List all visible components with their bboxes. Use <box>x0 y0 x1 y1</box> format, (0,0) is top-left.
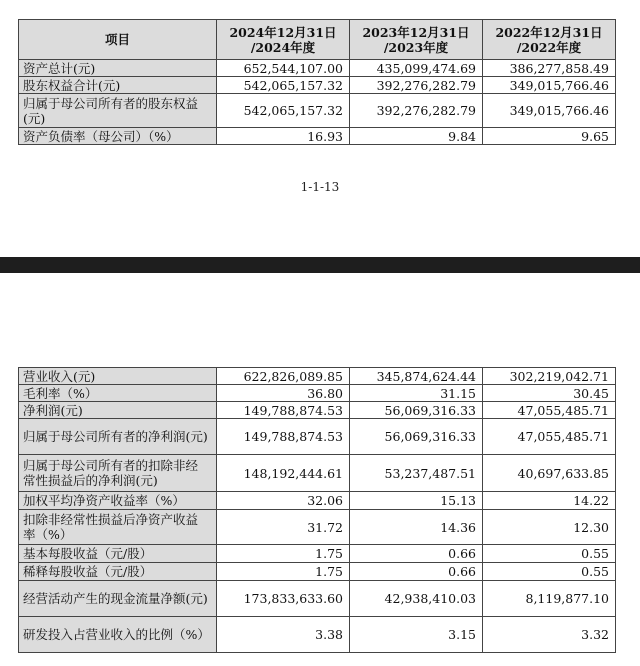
row-label: 稀释每股收益（元/股） <box>19 563 217 581</box>
cell-2023: 392,276,282.79 <box>350 77 483 94</box>
cell-2024: 16.93 <box>217 128 350 145</box>
cell-2024: 31.72 <box>217 510 350 545</box>
row-label: 资产总计(元) <box>19 60 217 77</box>
cell-2023: 42,938,410.03 <box>350 581 483 617</box>
cell-2024: 542,065,157.32 <box>217 94 350 128</box>
table-row <box>19 368 616 385</box>
page-divider <box>0 257 640 273</box>
row-label: 加权平均净资产收益率（%） <box>19 492 217 510</box>
cell-2024: 32.06 <box>217 492 350 510</box>
cell-2023: 15.13 <box>350 492 483 510</box>
header-year-2024: 2024年12月31日 /2024年度 <box>217 20 350 60</box>
cell-2023: 3.15 <box>350 617 483 653</box>
cell-2022: 14.22 <box>483 492 616 510</box>
cell-2023: 56,069,316.33 <box>350 402 483 419</box>
cell-2023: 14.36 <box>350 510 483 545</box>
row-label: 经营活动产生的现金流量净额(元) <box>19 581 217 617</box>
table-row <box>19 94 616 128</box>
cell-2023: 53,237,487.51 <box>350 455 483 492</box>
row-label: 扣除非经常性损益后净资产收益率（%） <box>19 510 217 545</box>
cell-2024: 622,826,089.85 <box>217 368 350 385</box>
table-row <box>19 545 616 563</box>
cell-2022: 12.30 <box>483 510 616 545</box>
cell-2023: 31.15 <box>350 385 483 402</box>
table-row <box>19 510 616 545</box>
cell-2023: 392,276,282.79 <box>350 94 483 128</box>
cell-2022: 349,015,766.46 <box>483 94 616 128</box>
cell-2022: 47,055,485.71 <box>483 419 616 455</box>
cell-2022: 349,015,766.46 <box>483 77 616 94</box>
row-label: 归属于母公司所有者的扣除非经常性损益后的净利润(元) <box>19 455 217 492</box>
row-label: 毛利率（%） <box>19 385 217 402</box>
cell-2022: 386,277,858.49 <box>483 60 616 77</box>
row-label: 股东权益合计(元) <box>19 77 217 94</box>
row-label: 归属于母公司所有者的净利润(元) <box>19 419 217 455</box>
row-label: 基本每股收益（元/股） <box>19 545 217 563</box>
row-label: 资产负债率（母公司）（%） <box>19 128 217 145</box>
cell-2024: 149,788,874.53 <box>217 419 350 455</box>
cell-2024: 652,544,107.00 <box>217 60 350 77</box>
cell-2022: 40,697,633.85 <box>483 455 616 492</box>
header-item: 项目 <box>19 20 217 60</box>
table-row <box>19 563 616 581</box>
cell-2024: 1.75 <box>217 563 350 581</box>
cell-2023: 0.66 <box>350 545 483 563</box>
table-row <box>19 455 616 492</box>
row-label: 净利润(元) <box>19 402 217 419</box>
cell-2022: 30.45 <box>483 385 616 402</box>
cell-2024: 36.80 <box>217 385 350 402</box>
row-label: 研发投入占营业收入的比例（%） <box>19 617 217 653</box>
cell-2023: 435,099,474.69 <box>350 60 483 77</box>
balance-sheet-summary-table <box>18 19 616 145</box>
cell-2024: 3.38 <box>217 617 350 653</box>
table-row <box>19 60 616 77</box>
cell-2022: 0.55 <box>483 563 616 581</box>
header-year-2022: 2022年12月31日 /2022年度 <box>483 20 616 60</box>
cell-2022: 0.55 <box>483 545 616 563</box>
cell-2022: 3.32 <box>483 617 616 653</box>
cell-2022: 9.65 <box>483 128 616 145</box>
table-row <box>19 617 616 653</box>
table-row <box>19 402 616 419</box>
table-row <box>19 385 616 402</box>
row-label: 营业收入(元) <box>19 368 217 385</box>
cell-2024: 173,833,633.60 <box>217 581 350 617</box>
cell-2023: 9.84 <box>350 128 483 145</box>
cell-2023: 56,069,316.33 <box>350 419 483 455</box>
header-year-2023: 2023年12月31日 /2023年度 <box>350 20 483 60</box>
cell-2024: 149,788,874.53 <box>217 402 350 419</box>
cell-2022: 8,119,877.10 <box>483 581 616 617</box>
row-label: 归属于母公司所有者的股东权益(元) <box>19 94 217 128</box>
cell-2024: 542,065,157.32 <box>217 77 350 94</box>
cell-2022: 302,219,042.71 <box>483 368 616 385</box>
cell-2022: 47,055,485.71 <box>483 402 616 419</box>
cell-2024: 148,192,444.61 <box>217 455 350 492</box>
table-row <box>19 77 616 94</box>
page-number: 1-1-13 <box>300 180 340 194</box>
income-summary-table <box>18 367 616 653</box>
table-row <box>19 128 616 145</box>
table-row <box>19 419 616 455</box>
cell-2023: 345,874,624.44 <box>350 368 483 385</box>
table-row <box>19 492 616 510</box>
cell-2024: 1.75 <box>217 545 350 563</box>
table-row <box>19 581 616 617</box>
cell-2023: 0.66 <box>350 563 483 581</box>
table-header-row <box>19 20 616 60</box>
